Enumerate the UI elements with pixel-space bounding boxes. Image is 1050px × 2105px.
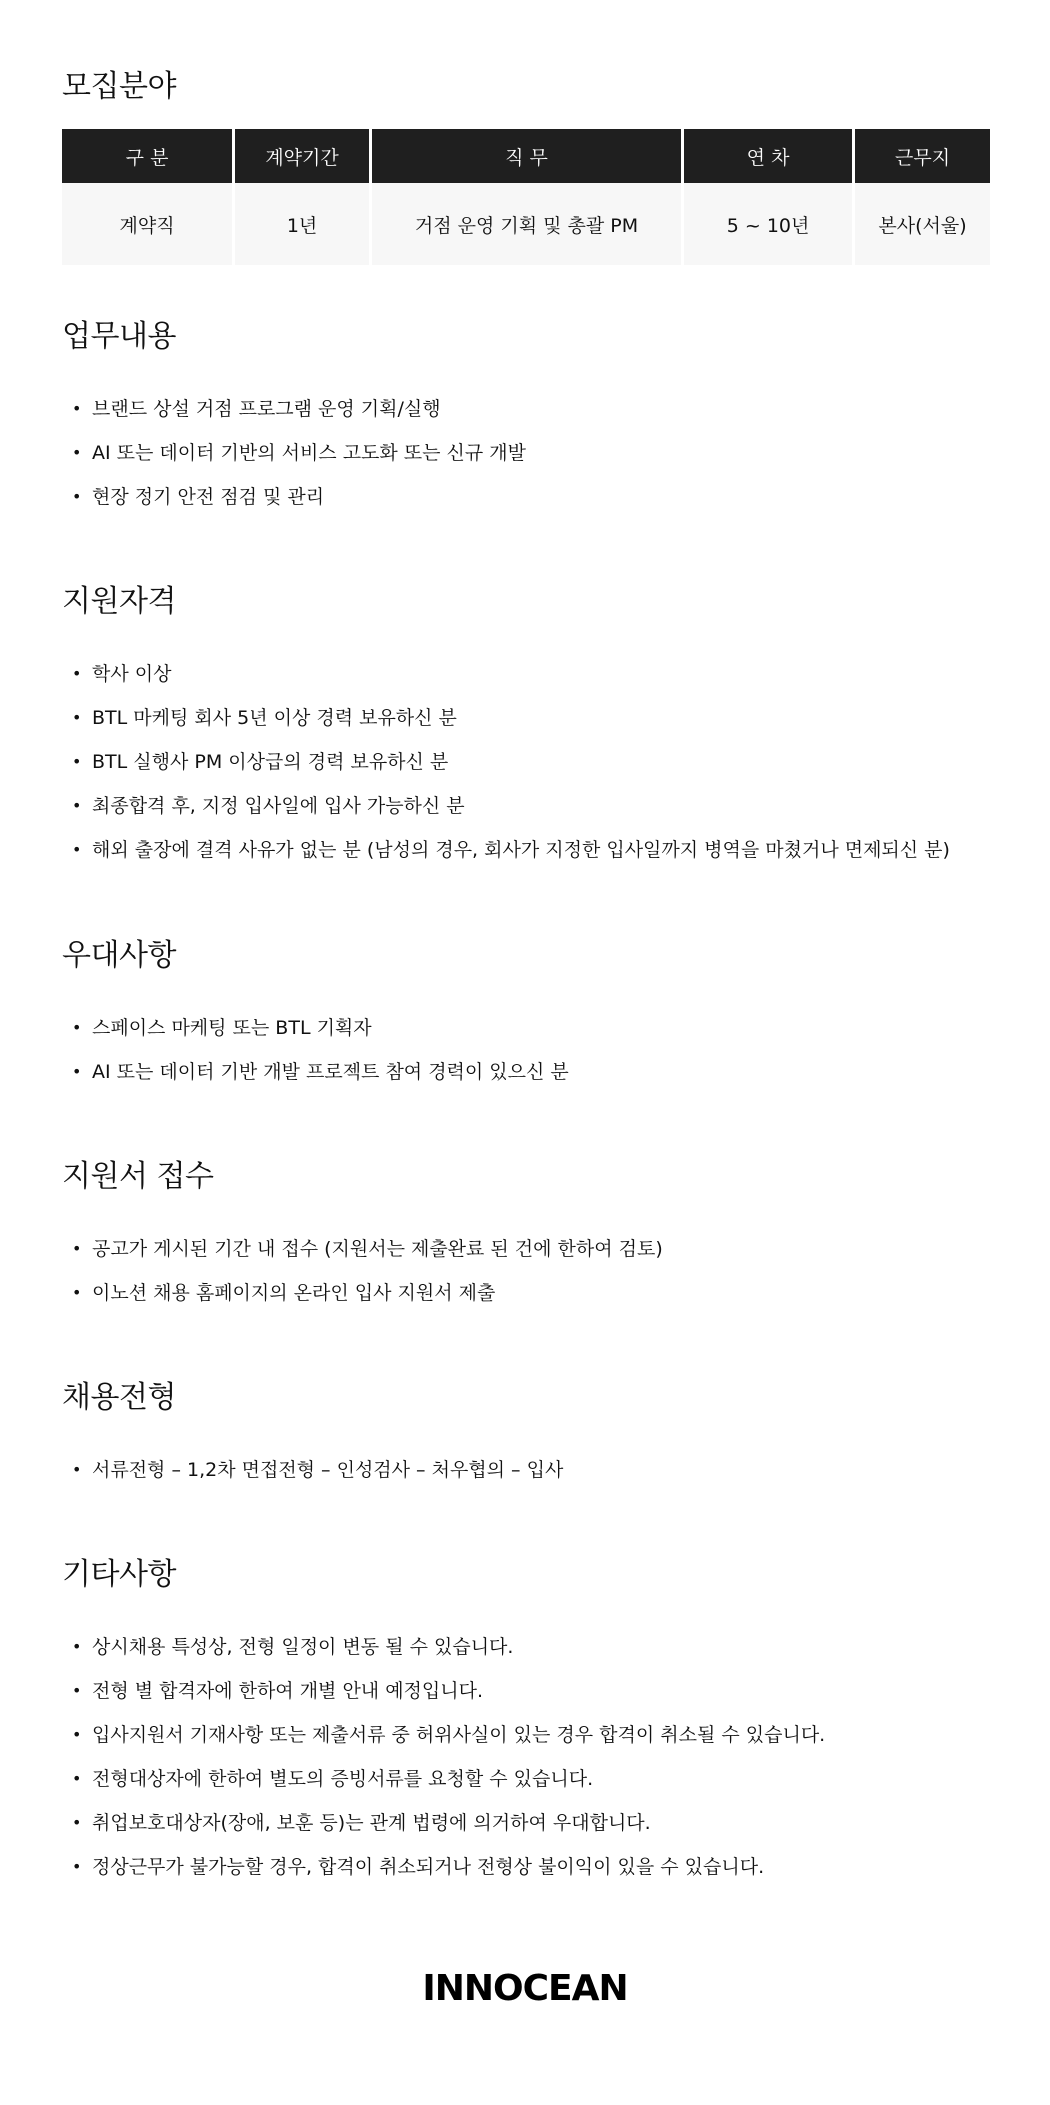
bullet-icon: • <box>72 1460 82 1479</box>
process-section <box>62 1378 990 1492</box>
list-item-text: 브랜드 상설 거점 프로그램 운영 기획/실행 <box>92 398 441 420</box>
bullet-icon: • <box>72 1018 82 1037</box>
list-item <box>62 1801 990 1845</box>
list-item <box>62 1845 990 1889</box>
recruit-title: 모집분야 <box>62 69 176 104</box>
cell-job: 거점 운영 기획 및 총괄 PM <box>372 183 681 265</box>
process-list <box>62 1448 990 1492</box>
bullet-icon: • <box>72 796 82 815</box>
list-item-text: 정상근무가 불가능할 경우, 합격이 취소되거나 전형상 불이익이 있을 수 있습니다. <box>92 1856 765 1878</box>
list-item <box>62 431 990 475</box>
list-item-text: 이노션 채용 홈페이지의 온라인 입사 지원서 제출 <box>92 1282 496 1304</box>
list-item <box>62 1625 990 1669</box>
list-item-text: 서류전형 – 1,2차 면접전형 – 인성검사 – 처우협의 – 입사 <box>92 1459 564 1481</box>
list-item <box>62 1713 990 1757</box>
etc-title: 기타사항 <box>62 1557 176 1592</box>
list-item <box>62 828 990 872</box>
recruit-table <box>59 129 993 265</box>
duties-section <box>62 317 990 519</box>
bullet-icon: • <box>72 1813 82 1832</box>
list-item <box>62 1448 990 1492</box>
list-item-text: 해외 출장에 결격 사유가 없는 분 (남성의 경우, 회사가 지정한 입사일까지 병역을 마쳤거나 면제되신 분) <box>92 839 950 861</box>
header-contract-period: 계약기간 <box>235 129 369 183</box>
bullet-icon: • <box>72 1769 82 1788</box>
bullet-icon: • <box>72 1283 82 1302</box>
header-category: 구 분 <box>62 129 232 183</box>
cell-category: 계약직 <box>62 183 232 265</box>
preferred-title: 우대사항 <box>62 938 176 973</box>
preferred-list <box>62 1006 990 1094</box>
etc-section <box>62 1555 990 1889</box>
bullet-icon: • <box>72 708 82 727</box>
process-title: 채용전형 <box>62 1380 176 1415</box>
bullet-icon: • <box>72 1725 82 1744</box>
etc-list <box>62 1625 990 1889</box>
list-item-text: BTL 마케팅 회사 5년 이상 경력 보유하신 분 <box>92 707 457 729</box>
list-item-text: AI 또는 데이터 기반 개발 프로젝트 참여 경력이 있으신 분 <box>92 1061 569 1083</box>
header-years: 연 차 <box>684 129 852 183</box>
bullet-icon: • <box>72 1637 82 1656</box>
list-item-text: AI 또는 데이터 기반의 서비스 고도화 또는 신규 개발 <box>92 442 526 464</box>
cell-contract-period: 1년 <box>235 183 369 265</box>
bullet-icon: • <box>72 664 82 683</box>
list-item <box>62 475 990 519</box>
bullet-icon: • <box>72 752 82 771</box>
bullet-icon: • <box>72 1062 82 1081</box>
list-item <box>62 740 990 784</box>
list-item-text: BTL 실행사 PM 이상급의 경력 보유하신 분 <box>92 751 449 773</box>
list-item <box>62 1227 990 1271</box>
list-item <box>62 652 990 696</box>
list-item-text: 입사지원서 기재사항 또는 제출서류 중 허위사실이 있는 경우 합격이 취소될 수 있습니다. <box>92 1724 826 1746</box>
recruit-section <box>62 67 990 265</box>
bullet-icon: • <box>72 443 82 462</box>
bullet-icon: • <box>72 1239 82 1258</box>
bullet-icon: • <box>72 1857 82 1876</box>
application-title: 지원서 접수 <box>62 1159 214 1194</box>
list-item-text: 최종합격 후, 지정 입사일에 입사 가능하신 분 <box>92 795 465 817</box>
cell-location: 본사(서울) <box>855 183 990 265</box>
list-item-text: 스페이스 마케팅 또는 BTL 기획자 <box>92 1017 372 1039</box>
header-job: 직 무 <box>372 129 681 183</box>
header-location: 근무지 <box>855 129 990 183</box>
list-item-text: 전형 별 합격자에 한하여 개별 안내 예정입니다. <box>92 1680 484 1702</box>
bullet-icon: • <box>72 1681 82 1700</box>
duties-title: 업무내용 <box>62 319 176 354</box>
application-list <box>62 1227 990 1315</box>
list-item-text: 취업보호대상자(장애, 보훈 등)는 관계 법령에 의거하여 우대합니다. <box>92 1812 651 1834</box>
list-item-text: 학사 이상 <box>92 663 172 685</box>
table-row <box>62 183 990 265</box>
list-item <box>62 1006 990 1050</box>
application-section <box>62 1157 990 1315</box>
bullet-icon: • <box>72 487 82 506</box>
list-item-text: 전형대상자에 한하여 별도의 증빙서류를 요청할 수 있습니다. <box>92 1768 594 1790</box>
list-item <box>62 1271 990 1315</box>
cell-years: 5 ~ 10년 <box>684 183 852 265</box>
qualifications-list <box>62 652 990 872</box>
list-item <box>62 1050 990 1094</box>
list-item <box>62 1757 990 1801</box>
list-item <box>62 696 990 740</box>
bullet-icon: • <box>72 840 82 859</box>
list-item-text: 공고가 게시된 기간 내 접수 (지원서는 제출완료 된 건에 한하여 검토) <box>92 1238 663 1260</box>
list-item-text: 현장 정기 안전 점검 및 관리 <box>92 486 325 508</box>
list-item <box>62 784 990 828</box>
bullet-icon: • <box>72 399 82 418</box>
qualifications-title: 지원자격 <box>62 584 176 619</box>
list-item <box>62 387 990 431</box>
qualifications-section <box>62 582 990 872</box>
innocean-logo: INNOCEAN <box>422 1968 628 2009</box>
list-item <box>62 1669 990 1713</box>
list-item-text: 상시채용 특성상, 전형 일정이 변동 될 수 있습니다. <box>92 1636 514 1658</box>
duties-list <box>62 387 990 519</box>
preferred-section <box>62 936 990 1094</box>
recruit-table-header-row <box>62 129 990 183</box>
